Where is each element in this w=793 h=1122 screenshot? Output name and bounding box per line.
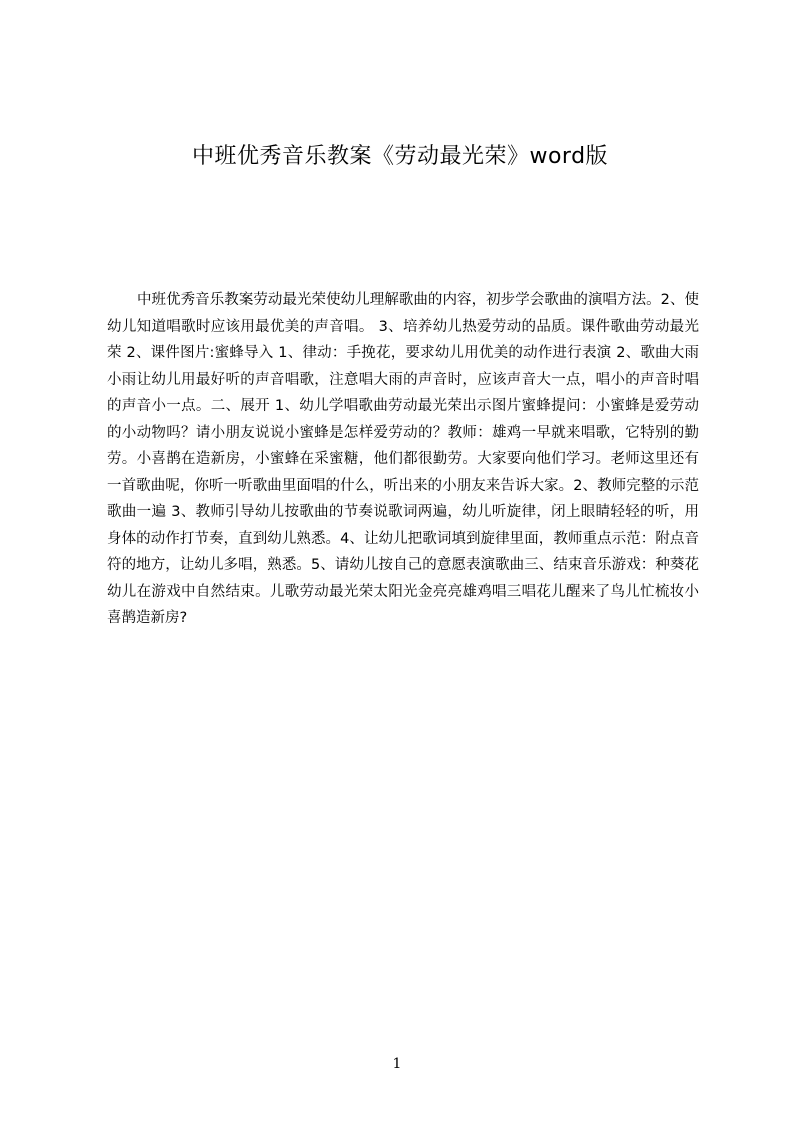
document-title: 中班优秀音乐教案《劳动最光荣》word版 xyxy=(191,144,609,169)
page-number: 1 xyxy=(392,1056,402,1072)
document-body-paragraph: 中班优秀音乐教案劳动最光荣使幼儿理解歌曲的内容，初步学会歌曲的演唱方法。2、使幼儿知道唱歌时应该用最优美的声音唱。 3、培养幼儿热爱劳动的品质。课件歌曲劳动最光荣 2、课件图片:蜜蜂导入 1、律动：手挽花，要求幼儿用优美的动作进行表演 2、歌曲大雨小雨让幼儿用最好听的声音唱歌，注意唱大雨的声音时，应该声音大一点，唱小的声音时唱的声音小一点。二、展开 1、幼儿学唱歌曲劳动最光荣出示图片蜜蜂提问：小蜜蜂是爱劳动的小动物吗？请小朋友说说小蜜蜂是怎样爱劳动的？教师：雄鸡一早就来唱歌，它特别的勤劳。小喜鹊在造新房，小蜜蜂在采蜜糖，他们都很勤劳。大家要向他们学习。老师这里还有一首歌曲呢，你听一听歌曲里面唱的什么，听出来的小朋友来告诉大家。2、教师完整的示范歌曲一遍 3、教师引导幼儿按歌曲的节奏说歌词两遍，幼儿听旋律，闭上眼睛轻轻的听，用身体的动作打节奏，直到幼儿熟悉。4、让幼儿把歌词填到旋律里面，教师重点示范：附点音符的地方，让幼儿多唱，熟悉。5、请幼儿按自己的意愿表演歌曲三、结束音乐游戏：种葵花幼儿在游戏中自然结束。儿歌劳动最光荣太阳光金亮亮雄鸡唱三唱花儿醒来了鸟儿忙梳妆小喜鹊造新房? xyxy=(107,292,699,626)
